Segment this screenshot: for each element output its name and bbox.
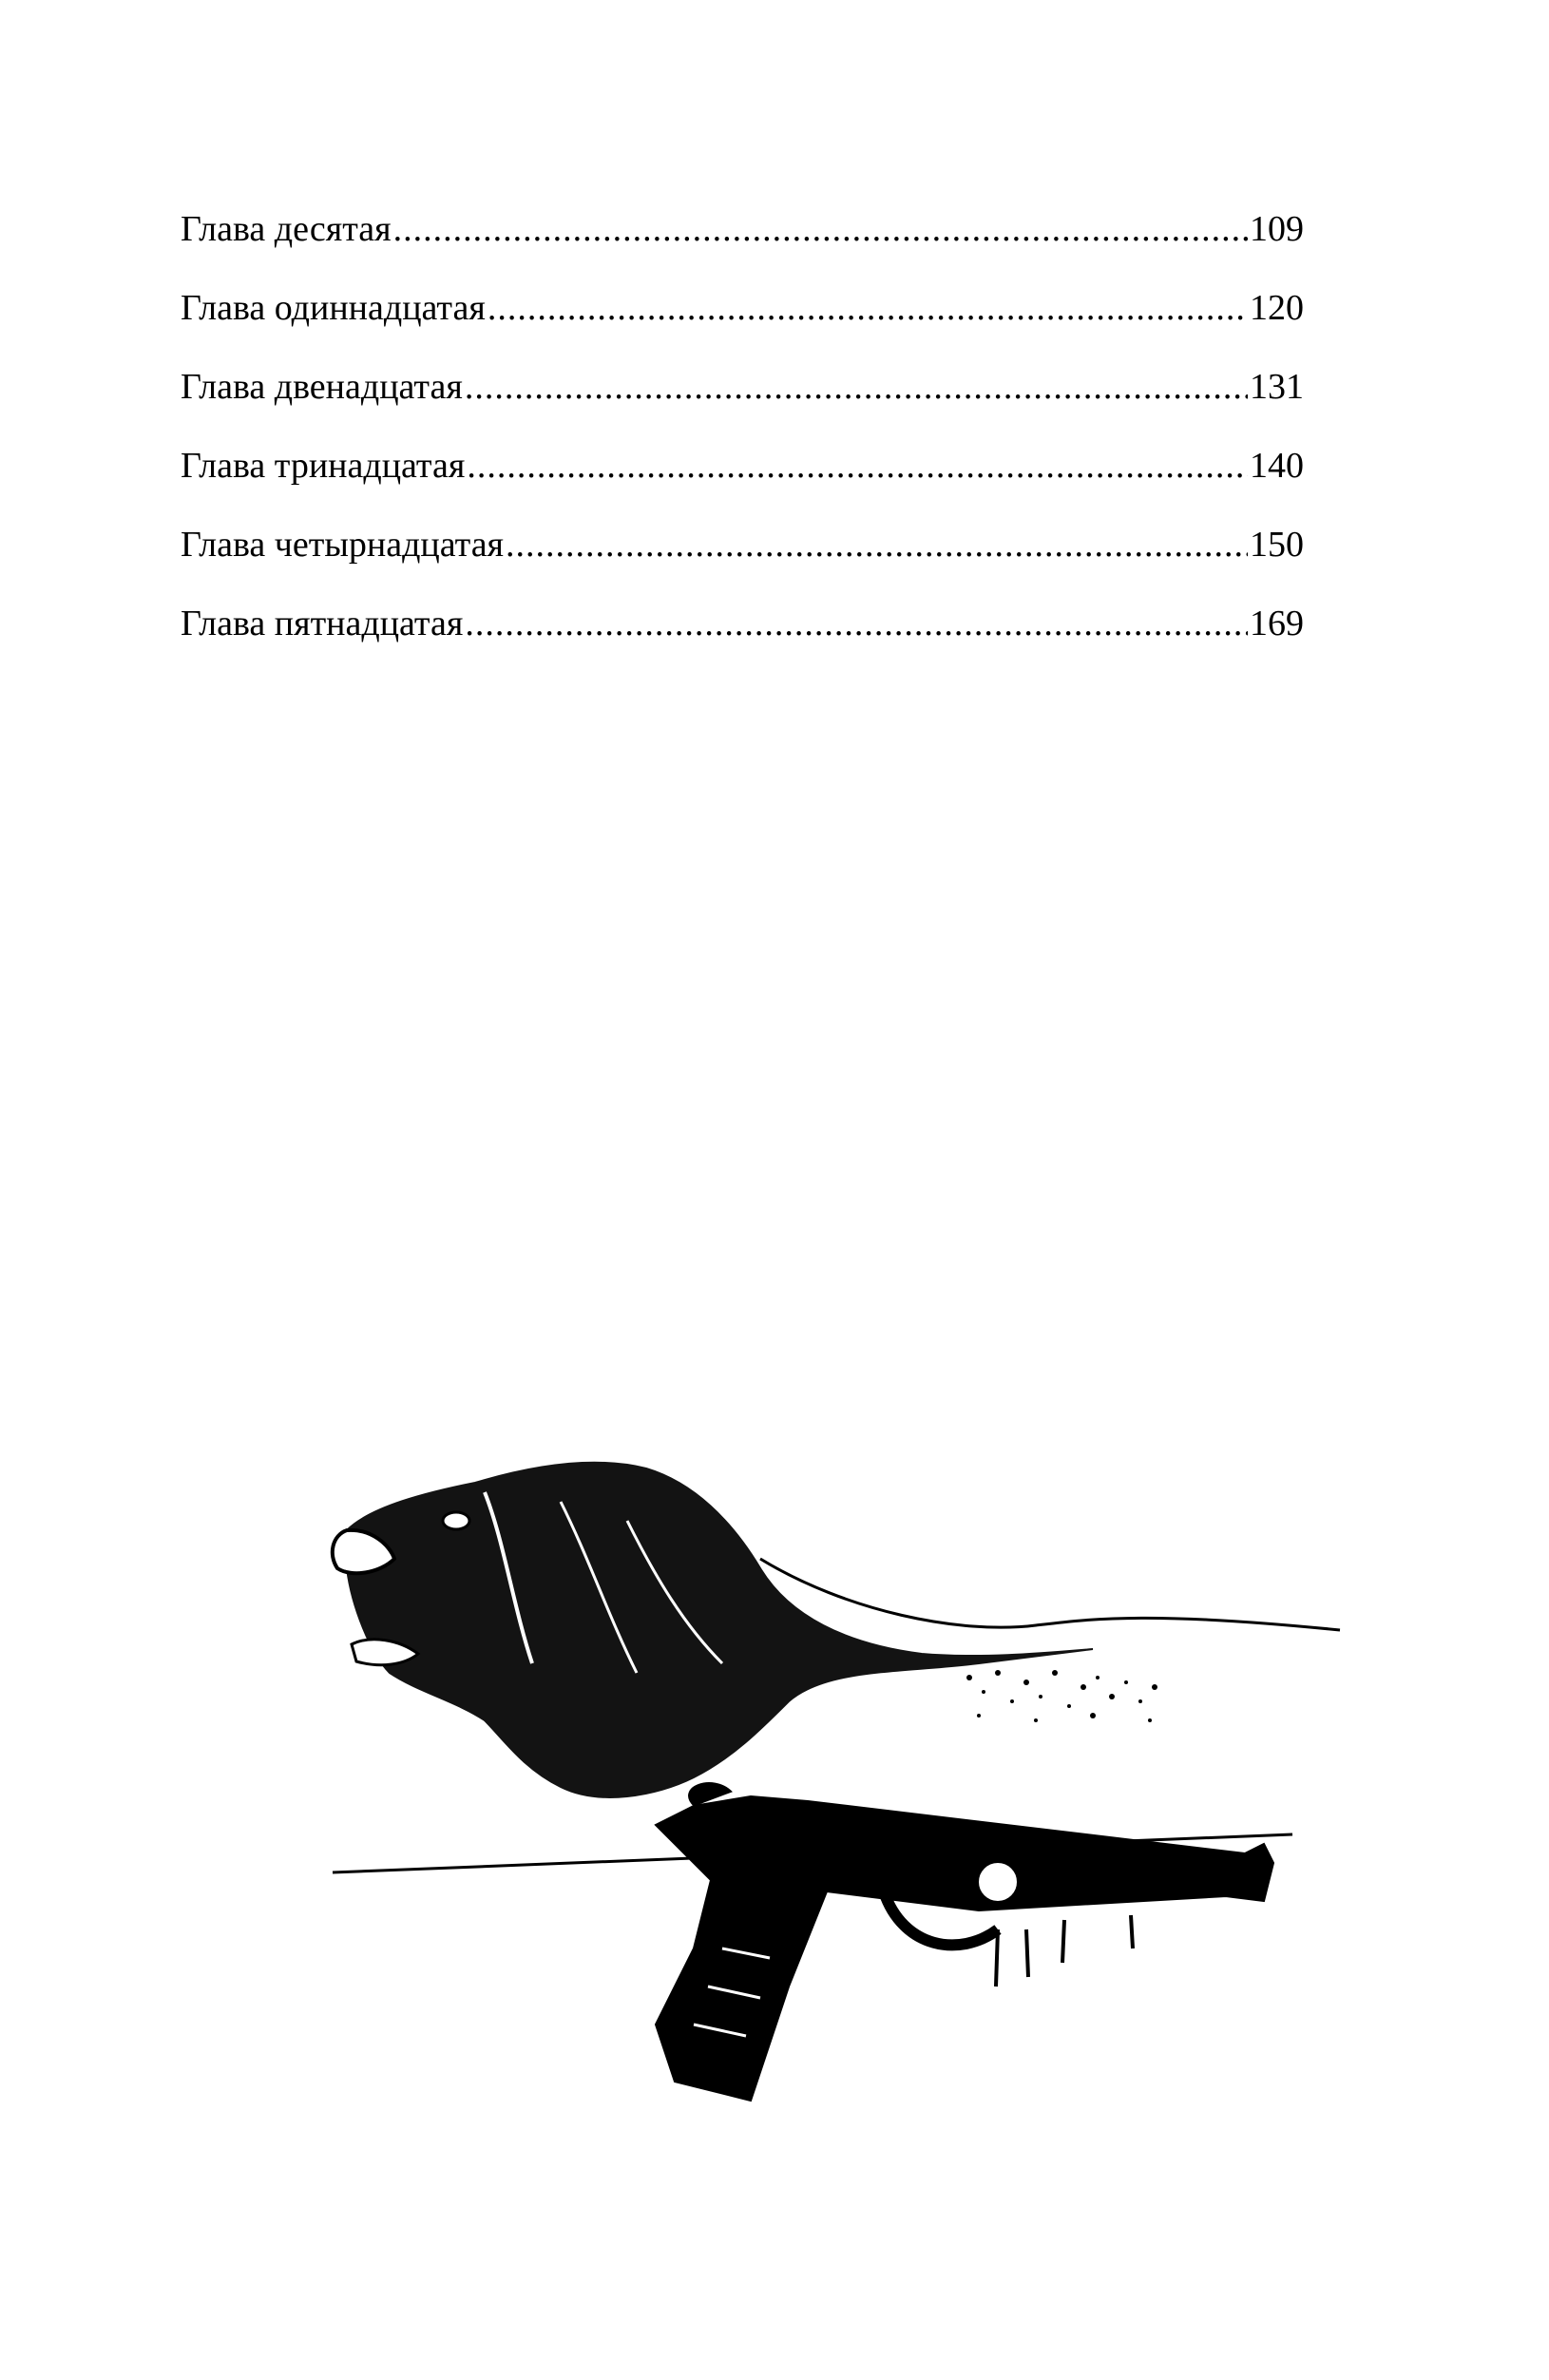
toc-entry-page: 140 [1250,446,1304,486]
toc-entry-page: 120 [1250,288,1304,328]
pistol-sketch [656,1783,1273,2101]
toc-entry-title: Глава одиннадцатая [181,288,486,328]
toc-entry[interactable] [181,190,1304,269]
toc-entry[interactable] [181,348,1304,427]
toc-leader-dots [506,506,1248,585]
ink-spatter [966,1670,1157,1722]
dog-sketch [333,1463,1340,1797]
toc-leader-dots [467,427,1248,506]
toc-entry-page: 169 [1250,604,1304,643]
toc-leader-dots [488,269,1248,348]
toc-entry-page: 109 [1250,209,1304,249]
toc-entry-title: Глава четырнадцатая [181,525,505,565]
table-of-contents [181,190,1304,663]
toc-leader-dots [393,190,1248,269]
toc-entry-title: Глава пятнадцатая [181,604,464,643]
dog-and-pistol-illustration [314,1416,1368,2139]
toc-entry-page: 150 [1250,525,1304,565]
toc-entry-page: 131 [1250,367,1304,407]
toc-leader-dots [465,585,1248,663]
toc-entry[interactable] [181,506,1304,585]
toc-leader-dots [465,348,1248,427]
toc-entry[interactable] [181,585,1304,663]
toc-entry[interactable] [181,427,1304,506]
toc-entry-title: Глава тринадцатая [181,446,466,486]
toc-entry-title: Глава десятая [181,209,392,249]
toc-entry-title: Глава двенадцатая [181,367,463,407]
toc-entry[interactable] [181,269,1304,348]
